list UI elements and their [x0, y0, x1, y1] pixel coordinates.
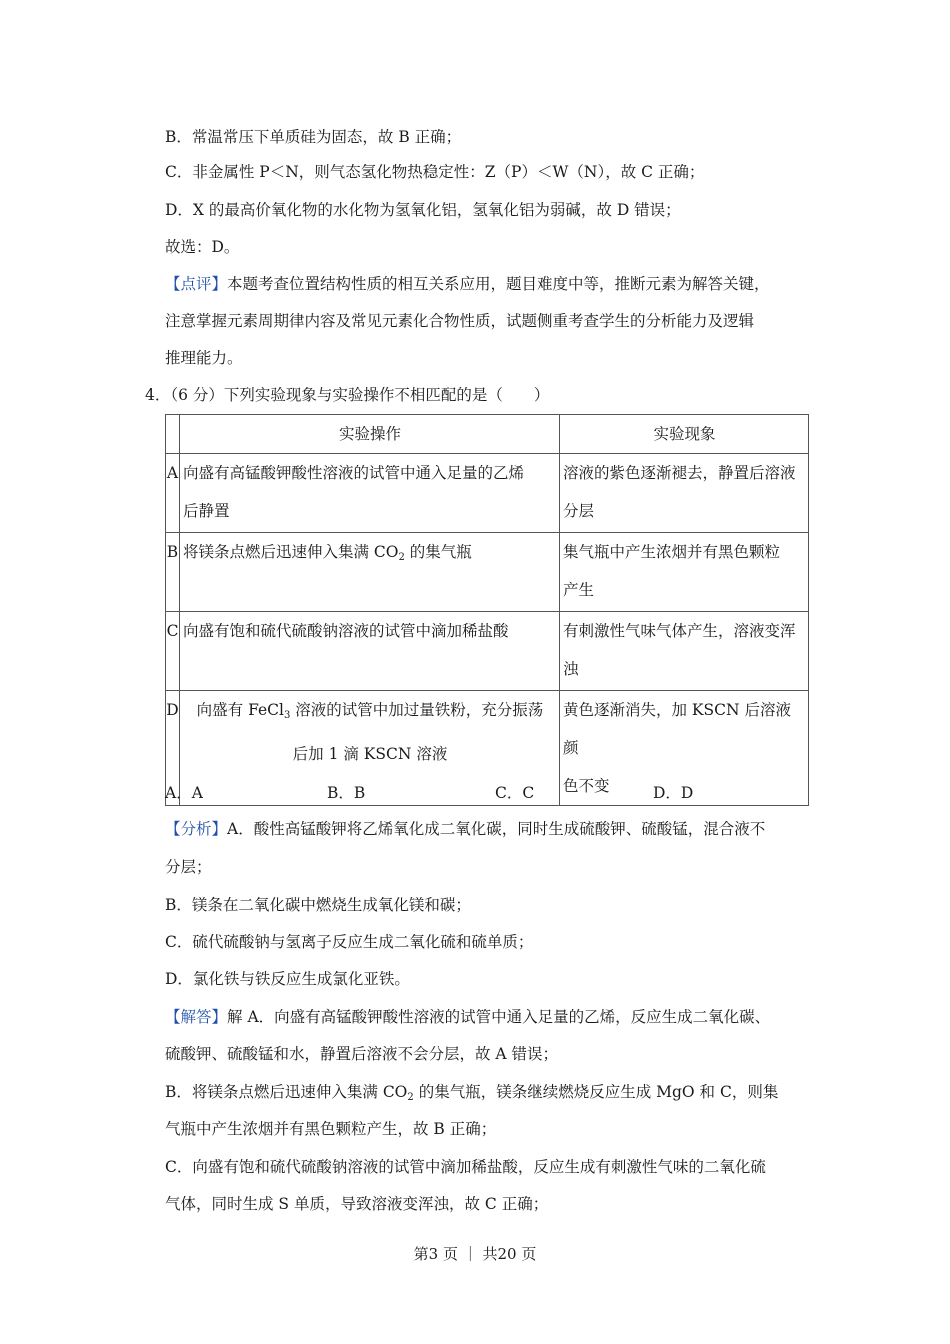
answer-line: [165, 1007, 770, 1027]
comment-tag: 【点评】: [165, 275, 228, 293]
subscript: 3: [284, 710, 291, 721]
analysis-line: 分层；: [165, 858, 212, 876]
table-header-row: [166, 415, 809, 454]
answer-line: C．向盛有饱和硫代硫酸钠溶液的试管中滴加稀盐酸，反应生成有刺激性气味的二氧化硫: [165, 1158, 766, 1176]
comment-line: 推理能力。: [165, 349, 243, 367]
answer-tag: 【解答】: [165, 1008, 228, 1026]
table-header-cell: 实验操作: [180, 415, 560, 454]
cell-line: 产生: [563, 581, 595, 599]
text-line: C．非金属性 P＜N，则气态氢化物热稳定性：Z（P）＜W（N），故 C 正确；: [165, 163, 705, 181]
table-row: [166, 612, 809, 691]
subscript: 2: [407, 1092, 414, 1103]
answer-text: 的集气瓶，镁条继续燃烧反应生成 MgO 和 C，则集: [413, 1083, 779, 1101]
table-row: [166, 533, 809, 612]
table-header-cell: [166, 415, 180, 454]
cell-line: 后加 1 滴 KSCN 溶液: [292, 745, 448, 763]
cell-line: 集气瓶中产生浓烟并有黑色颗粒: [563, 543, 781, 561]
question-title: 4．（6 分）下列实验现象与实验操作不相匹配的是（ ）: [145, 386, 550, 404]
answer-text: 解 A．向盛有高锰酸钾酸性溶液的试管中通入足量的乙烯，反应生成二氧化碳、: [227, 1008, 771, 1026]
cell-line: 后静置: [183, 502, 230, 520]
row-key: D: [166, 691, 180, 806]
cell-line: 向盛有饱和硫代硫酸钠溶液的试管中滴加稀盐酸: [183, 622, 509, 640]
cell-line: 黄色逐渐消失，加 KSCN 后溶液颜: [563, 701, 791, 757]
text-line: 故选：D。: [165, 238, 240, 256]
page-footer: 第3 页 ｜ 共20 页: [413, 1245, 537, 1263]
answer-line: 硫酸钾、硫酸锰和水，静置后溶液不会分层，故 A 错误；: [165, 1045, 559, 1063]
cell-line: 分层: [563, 502, 595, 520]
analysis-line: C．硫代硫酸钠与氢离子反应生成二氧化硫和硫单质；: [165, 933, 534, 951]
option-c: C．C: [495, 784, 535, 802]
cell-line: 色不变: [563, 777, 610, 795]
comment-text: 本题考查位置结构性质的相互关系应用，题目难度中等，推断元素为解答关键，: [227, 275, 770, 293]
answer-options: [165, 782, 725, 804]
phenomenon-cell: [560, 533, 809, 612]
phenomenon-cell: [560, 612, 809, 691]
cell-line: 溶液的紫色逐渐褪去，静置后溶液: [563, 464, 796, 482]
cell-text: 溶液的试管中加过量铁粉，充分振荡: [290, 701, 544, 719]
option-b: B．B: [327, 784, 366, 802]
answer-text: B．将镁条点燃后迅速伸入集满 CO: [165, 1083, 408, 1101]
operation-cell: [180, 612, 560, 691]
analysis-text: A．酸性高锰酸钾将乙烯氧化成二氧化碳，同时生成硫酸钾、硫酸锰，混合液不: [227, 820, 766, 838]
cell-line: 浊: [563, 660, 579, 678]
option-d: D．D: [653, 784, 694, 802]
answer-line: [165, 1082, 778, 1108]
cell-line: 向盛有高锰酸钾酸性溶液的试管中通入足量的乙烯: [183, 464, 525, 482]
cell-line: [183, 691, 557, 735]
analysis-line: B．镁条在二氧化碳中燃烧生成氧化镁和碳；: [165, 896, 471, 914]
row-key: B: [166, 533, 180, 612]
cell-text: 的集气瓶: [404, 543, 472, 561]
operation-cell: [180, 533, 560, 612]
table-header-cell: 实验现象: [560, 415, 809, 454]
analysis-tag: 【分析】: [165, 820, 228, 838]
text-line: D．X 的最高价氧化物的水化物为氢氧化铝，氢氧化铝为弱碱，故 D 错误；: [165, 201, 681, 219]
analysis-line: D．氯化铁与铁反应生成氯化亚铁。: [165, 970, 410, 988]
table-row: [166, 454, 809, 533]
analysis-line: [165, 819, 765, 839]
option-a: A．A: [165, 784, 203, 802]
cell-line: 有刺激性气味气体产生，溶液变浑: [563, 622, 796, 640]
experiment-table: [165, 414, 809, 806]
cell-line: [183, 533, 557, 577]
row-key: A: [166, 454, 180, 533]
phenomenon-cell: [560, 454, 809, 533]
row-key: C: [166, 612, 180, 691]
cell-text: 将镁条点燃后迅速伸入集满 CO: [183, 543, 399, 561]
comment-line: 注意掌握元素周期律内容及常见元素化合物性质，试题侧重考查学生的分析能力及逻辑: [165, 312, 755, 330]
comment-line: [165, 274, 770, 294]
operation-cell: [180, 454, 560, 533]
text-line: B．常温常压下单质硅为固态，故 B 正确；: [165, 128, 462, 146]
cell-text: 向盛有 FeCl: [196, 701, 284, 719]
answer-line: 气体，同时生成 S 单质，导致溶液变浑浊，故 C 正确；: [165, 1195, 549, 1213]
subscript: 2: [398, 552, 405, 563]
answer-line: 气瓶中产生浓烟并有黑色颗粒产生，故 B 正确；: [165, 1120, 497, 1138]
